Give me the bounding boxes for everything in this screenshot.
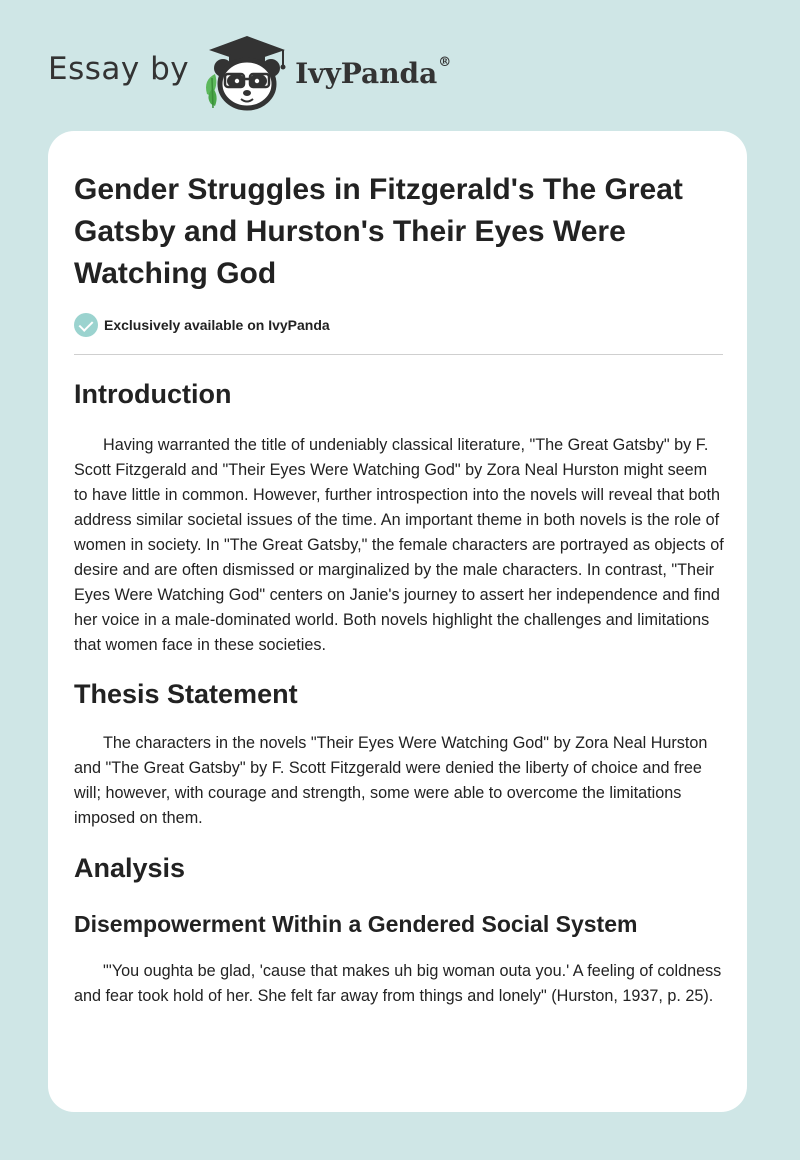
essay-card	[48, 131, 747, 1112]
heading-thesis-statement: Thesis Statement	[74, 679, 298, 709]
heading-introduction: Introduction	[74, 379, 232, 409]
title-divider	[74, 354, 723, 355]
heading-analysis: Analysis	[74, 853, 186, 883]
panda-logo-icon[interactable]	[201, 32, 293, 112]
paragraph-analysis-quote: "'You oughta be glad, 'cause that makes uh big woman outa you.' A feeling of coldness and fear took hold of her. She felt far away from things and lonely" (Hurston, 1937, p. 25).	[74, 962, 722, 1005]
brand-name-text: IvyPanda	[295, 56, 438, 90]
essay-content	[74, 169, 724, 1009]
essay-by-label: Essay by	[48, 51, 190, 87]
paragraph-introduction: Having warranted the title of undeniably classical literature, "The Great Gatsby" by F. Scott Fitzgerald and "Their Eyes Were Watching God" by Zora Neal Hurston might seem to have little in common. However, further introspection into the novels will reveal that both address similar societal issues of the time. An important theme in both novels is the role of women in society. In "The Great Gatsby," the female characters are portrayed as objects of desire and are often dismissed or marginalized by the male characters. In contrast, "Their Eyes Were Watching God" centers on Janie's journey to assert her independence and find her voice in a male-dominated world. Both novels highlight the challenges and limitations that women face in these societies.	[74, 436, 724, 654]
exclusive-label: Exclusively available on IvyPanda	[104, 317, 330, 333]
site-header	[48, 32, 451, 112]
exclusive-badge	[74, 313, 724, 337]
brand-name[interactable]	[295, 54, 452, 90]
subheading-disempowerment: Disempowerment Within a Gendered Social System	[74, 911, 638, 937]
check-circle-icon	[74, 313, 98, 337]
paragraph-thesis-statement: The characters in the novels "Their Eyes Were Watching God" by Zora Neal Hurston and "The Great Gatsby" by F. Scott Fitzgerald were denied the liberty of choice and free will; however, with courage and strength, some were able to overcome the limitations imposed on them.	[74, 734, 708, 827]
registered-mark: ®	[438, 54, 452, 70]
essay-title: Gender Struggles in Fitzgerald's The Great Gatsby and Hurston's Their Eyes Were Watching God	[74, 173, 683, 290]
